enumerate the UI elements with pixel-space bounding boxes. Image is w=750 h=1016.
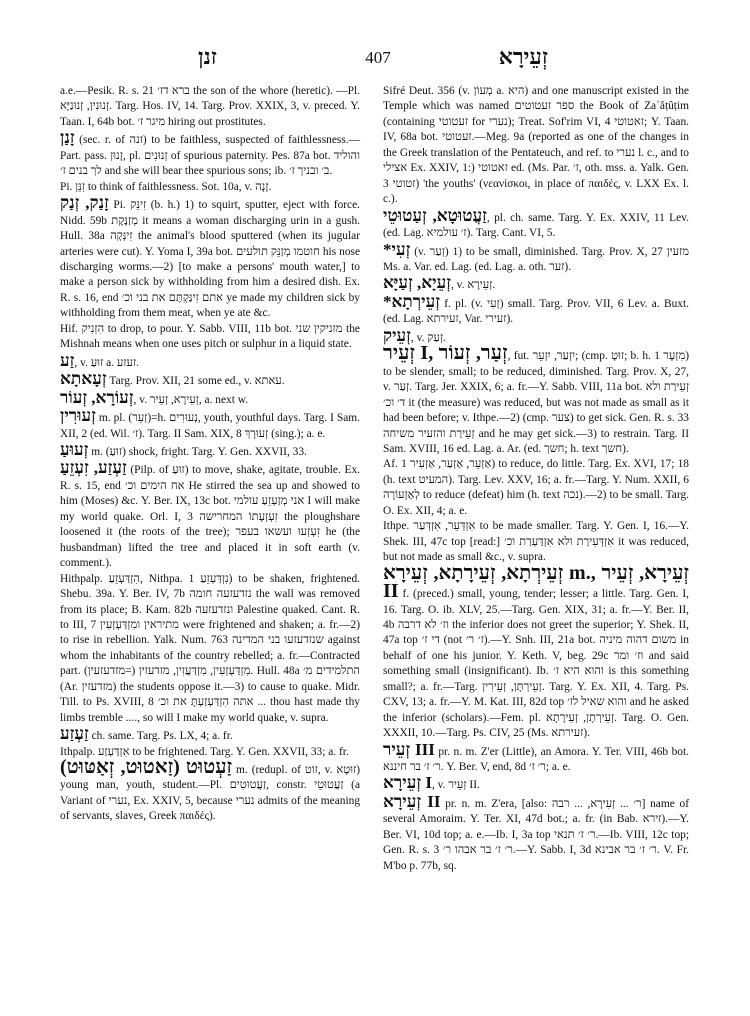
right-column: [383, 84, 689, 874]
dictionary-entry: זַעֲטוּטָא, זְעַטוּטֵי, pl. ch. same. Targ. Y. Ex. XXIV, 11 Lev. (ed. Lag. ז׳ עולמיא). Targ. Cant. VI, 5.: [383, 205, 689, 240]
dictionary-entry: Hithpalp. הִזְדַּעְזֵעַ, Nithpa. נִזְדַּעְזֵעַ 1) to be shaken, frightened. Shebu. 39a. Y. Ber. IV, 7b נזדעזעה חומה the wall was removed from its place; B. Kam. 82b ונזדעזעה Palestine quaked. Cant. R. to III, 7 מתיראין ומִזְדַּעְזְעִין were frightened and shaken; a. fr.—2) to rise in rebellion. Yalk. Num. 763 שנזדעזעו בני המדינה against whom the inhabitants of the country rebelled; a. fr.—Contracted part. מִזְדַּעְזְעִין, מִזְדַּעֲזִין, מזדעזין (=מזדעזעין). Hull. 48a התלמידים מ׳ (Ar. מזדעזין) the students oppose it.—3) to cause to quake. Midr. Till. to Ps. XVIII, 8 אתה הִזְדַּעְזַעְתָּ את וכ׳ ... thou hast made thy limbs tremble ...., so will I make my world quake, v. supra.: [60, 572, 361, 724]
dictionary-entry: זְעוֹרָא, זְעוֹר, v. זְעֵירָא, זְעֵיר, a. next w.: [60, 387, 249, 407]
page-header: [58, 44, 698, 74]
dictionary-entry: a.e.—Pesik. R. s. 21 ברא דז׳ the son of the whore (heretic). —Pl. זְנוּנִין, זְנוּנַיָּא. Targ. Hos. IV, 14. Targ. Prov. XXIX, 3, v. preced. Y. Taan. I, 64b bot. מיגר ז׳ hiring out prostitutes.: [60, 85, 360, 128]
dictionary-entry: Pi. זִנֵּן to think of faithlessness. Sot. 10a, v. זָנָה.: [60, 180, 272, 193]
dictionary-entry: זְעֵיר III pr. n. m. Z'er (Little), an Amora. Y. Ter. VIII, 46b bot. ר׳ ז׳ בר חיננא. Y. Ber. V, end, 8d ר׳ ז׳; a. e.: [383, 739, 689, 774]
dictionary-entry: זְעוּרִין m. pl. (זְעֵר)=h. נְעוּרִים, youth, youthful days. Targ. I Sam. XII, 2 (ed. Wil. ז׳). Targ. II Sam. XIX, 8 זְעוּרָךְ (sing.); a. e.: [60, 406, 360, 440]
dictionary-entry: *זְעֵירְתָא f. pl. (v. זְעִי) small. Targ. Prov. VII, 6 Lev. a. Buxt. (ed. Lag. זעירתא, Var. זעירי).: [383, 291, 689, 326]
dictionary-entry: זַע, v. זוּעַ a. זעזע.: [60, 350, 139, 370]
dictionary-entry: זְעֵירָא II pr. n. m. Z'era, [also: ר׳ ... זְעִירָא, ... רבה] name of several Amoraim. Y. Ter. XI, 47d bot.; a. fr. (in Bab. זירא).—Y. Ber. VI, 10d top; a. e.—Ib. I, 3a top ר׳ ז׳ תנאי.—Ib. VIII, 12c top; Gen. R. s. 3 ר׳ ז׳ בר אבהו ר׳.—Y. Sabb. I, 3d ר׳ ז׳ בר אבינא. V. Fr. M'bo p. 77b, sq.: [383, 791, 690, 872]
dictionary-entry: Ithpalp. אִזְדַּעְזַע to be frightened. Targ. Y. Gen. XXVII, 33; a. fr.: [60, 745, 349, 758]
dictionary-entry: זָנַק, זְנַק Pi. זִינֵּק (b. h.) 1) to squirt, sputter, eject with force. Nidd. 59b מְזַנֶּקֶת it means a woman discharging urin in a gush. Hull. 38a זִינְּקָה the animal's blood sputtered (when its jugular arteries were cut). Y. Yoma I, 39a bot. חוטמו מְזַנֵּק תולעים his nose discharging worms.—2) [to make a persons' mouth water,] to make a person sick by withholding from him a desired dish. Ex. R. s. 16, end אתם זִינַּקְתֶּם את בני וכ׳ ye made my children sick by withholding from them meat, when ye ate &c.: [60, 193, 361, 320]
dictionary-entry: זָנַן (sec. r. of זנה) to be faithless, suspected of faithlessness.—Part. pass. זָנוּן, pl. זְנוּנִים of spurious paternity. Pes. 87a bot. והוליד לך בנים ז׳ and she will bear thee spurious sons; ib. ב׳ ובניך ז׳.: [60, 128, 361, 178]
dictionary-entry: זְעֵיק, v. זְעַק.: [383, 325, 446, 345]
dictionary-entry: זְעֵירְתָא, זְעֵירָתָא, זְעֵירָא m., זְעֵירָא, זְעֵיר II f. (preced.) small, young, tender; lesser; a little. Targ. Gen. I, 16. Targ. O. ib. XLV, 25.—Targ. Gen. XIX, 31; a. fr.—Y. Ber. II, 4b וז׳ לא דרבה the inferior does not greet the superior; Y. Shek. II, 47a top די ז׳ (not ז׳ ר׳).—Y. Snh. III, 21a bot. משום דהוה מיניה in behalf of one his junior. Y. Keth. V, beg. 29c וז׳ ומר and said something small (insignificant). Ib. והוא היא ז׳ is this something small?; a. fr.—Targ. זְעֵירְתָּן, זְעֵירִין. Targ. Y. Ex. XII, 4. Targ. Ps. CXV, 13; a. fr.—Y. M. Kat. III, 82d top והוא שאיל לז׳ and he asked the inferior (scholars).—Fem. pl. זְעֵירְתָן, זְעֵירָתָא. Targ. O. Gen. XXXII, 10.—Targ. Ps. CIV, 25 (Ms. זעירתא).: [383, 561, 690, 740]
right-running-headword: זְעֵירָא: [498, 44, 548, 69]
dictionary-entry: Af. אַזְעֵר, אַזְעַר, אַזְעִיר 1) to reduce, do little. Targ. Ex. XVI, 17; 18 (h. text המעיט). Targ. Lev. XXV, 16; a. fr.—Targ. Y. Num. XXII, 6 לְאַזְעוֹרָה to reduce (defeat) him (h. text נכה).—2) to be small. Targ. O. Ex. XII, 4; a. e.: [383, 458, 689, 517]
page-number: 407: [365, 48, 391, 67]
dictionary-entry: Sifré Deut. 356 (v. מְעוֹן a. היא) and one manuscript existed in the Temple which was named ספר זעטוטים the Book of Zaʿăṭûṭim (containing זעטוטי for נערי); Treat. Sof'rim VI, 4 זאטוטי; Y. Taan. IV, 68a bot. זעטוטי.—Meg. 9a (reported as one of the changes in the Greek translation of the Pentateuch, and ref. to נערי l. c., and to אצילי Ex. XXIV, 1:) זאטוטי ed. (Ms. Par. ז׳, oth. mss. a. Yalk. Gen. 3 זטוטי) 'the youths' (νεανίσκοι, in place of παιδές, v. LXX Ex. l. c.).: [383, 85, 690, 206]
dictionary-entry: זַעְזַע ch. same. Targ. Ps. LX, 4; a. fr.: [60, 724, 233, 744]
dictionary-entry: Hif. הִזְנִיק to drop, to pour. Y. Sabb. VIII, 11b bot. מזניקין שני the Mishnah means when one uses pitch or sulphur in a liquid state.: [60, 322, 360, 351]
dictionary-entry: *זְעִי (v. זְעַר) 1) to be small, diminished. Targ. Prov. X, 27 מזעין Ms. a. Var. ed. Lag. (ed. Lag. a. oth. זער).: [383, 239, 689, 273]
dictionary-entry: זַעְזַע, זִעְזֵעַ (Pilp. of זוּעַ) to move, shake, agitate, trouble. Ex. R. s. 15, end אח הימים וכ׳ He stirred the sea up and showed to him (Moses) &c. Y. Ber. IX, 13c bot. אני מְזַעְזֵעַ עולמי I will make my world quake. Orl. I, 3 זִעְזְעָתוֹ המחרישה the ploughshare loosened it (the roots of the tree); זִעְזְעוּ ועשאו בעפר he (the husbandman) lifted the tree and placed it in soft earth (v. comment.).: [60, 458, 360, 570]
dictionary-entry: זְעֵיר I, זְעַר, זְעוֹר, fut. יִזְעַר, יִזְעֵר; (cmp. זוּטָ; b. h. מִזְעָר 1) to be slender, small; to be reduced, diminished. Targ. Prov. X, 27, v. זְעַר. Targ. Jer. XXIX, 6; a. fr.—Y. Sabb. VIII, 11a bot. זְעֵירַת ולא ד׳ וכ׳ it (the measure) was reduced, but was not made as small as it had been before; v. Ithpe.—2) (cmp. צער) to get sick. Gen. R. s. 33 זְעֵירַת והזעיר משיחה and he may get sick.—3) to restrain. Targ. II Sam. XVIII, 16 ed. Lag. a. Ar. (ed. חשך; h. text חשך).: [383, 342, 689, 455]
left-running-headword: זנן: [198, 44, 217, 69]
dictionary-entry: זְעֵירָא I, v. זְעֵיר II.: [383, 773, 480, 793]
dictionary-entry: זְעָאתָא Targ. Prov. XII, 21 some ed., v. עאתא.: [60, 369, 285, 389]
dictionary-entry: זְעֵיָא, זְעַיָּא, v. זְעֵירָא.: [383, 273, 496, 293]
left-column: [60, 84, 360, 825]
dictionary-entry: Ithpe. אִזְדְּעֵר, אִזְדְּעַר to be made smaller. Targ. Y. Gen. I, 16.—Y. Shek. III, 47c top [read:] אִזְדְּעִירַת ולא אִזְדַּעְרַת וכ׳ it was reduced, but not made as small &c., v. supra.: [383, 520, 689, 564]
dictionary-entry: זְעוּעַ m. (זוּעַ) shock, fright. Targ. Y. Gen. XXVII, 33.: [60, 439, 307, 459]
dictionary-entry: זַעְטוּט (זַאטוּט, זְאַטּוּט) m. (redupl. of זוט, v. זוּטָא) young man, youth, student.—Pl. זַעֲטוּטִים, constr. זַעֲטוּטֵי (a Variant of נערי, Ex. XXIV, 5, because נערי admits of the meaning of servants, slaves, Greek παιδές).: [60, 756, 361, 823]
